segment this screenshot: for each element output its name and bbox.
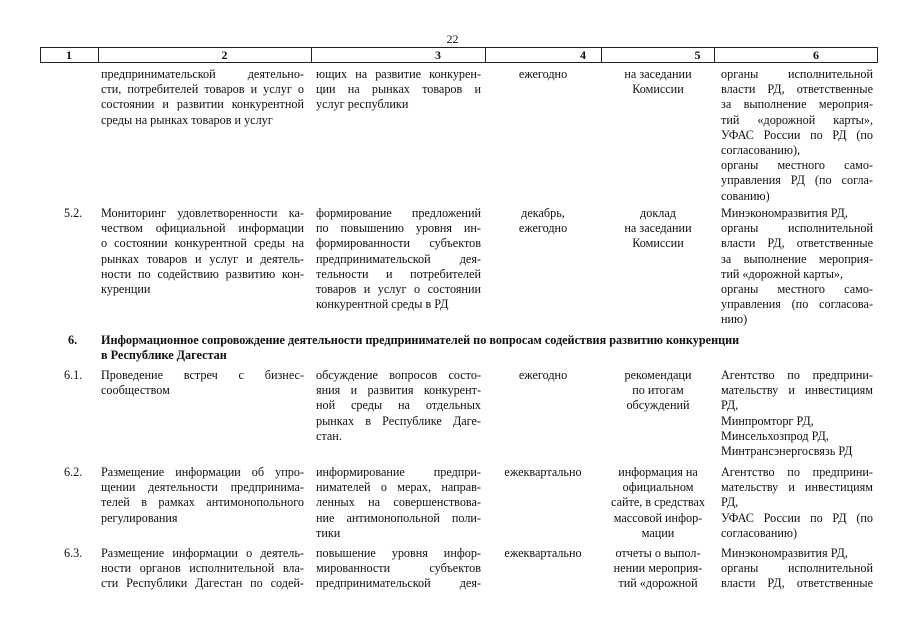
text-line: обсуждение вопросов состо-: [316, 368, 481, 382]
text-line: отчеты о выпол-: [615, 546, 701, 560]
text-line: власти РД, ответственные: [721, 576, 873, 591]
row-number: 5.2.: [64, 206, 83, 220]
text-line: власти РД, ответственные: [721, 236, 873, 251]
header-divider: [601, 47, 602, 63]
header-col-4: 4: [580, 48, 586, 62]
text-line: в Республике Дагестан: [101, 348, 227, 363]
row-report-form: [605, 546, 711, 592]
text-line: согласованию): [721, 525, 798, 540]
text-line: Минэкономразвития РД,: [721, 206, 848, 220]
text-line: тий «дорожной карты»,: [721, 266, 844, 281]
row-report-form: [605, 206, 711, 252]
text-line: нию): [721, 312, 748, 327]
row-responsible: [721, 546, 873, 592]
text-line: официальном: [622, 480, 694, 495]
text-line: по итогам: [632, 383, 684, 398]
text-line: среды на рынках товаров и услуг: [101, 112, 273, 127]
text-line: яния и развития конкурент-: [316, 383, 481, 398]
row-deadline: [489, 67, 597, 82]
text-line: состоянии и развитии конкурентной: [101, 97, 304, 112]
text-line: тельности и потребителей: [316, 266, 481, 281]
text-line: Минсельхозпрод РД,: [721, 428, 829, 443]
text-line: органы местного само-: [721, 282, 873, 297]
text-line: ежегодно: [518, 67, 568, 81]
row-description: [101, 206, 304, 297]
text-line: Агентство по предприни-: [721, 465, 873, 479]
text-line: ежеквартально: [504, 465, 582, 479]
text-line: предпринимательской деятельно-: [101, 67, 304, 81]
text-line: Размещение информации о деятель-: [101, 546, 304, 560]
row-responsible: [721, 206, 873, 328]
text-line: доклад: [640, 206, 676, 220]
text-line: Мониторинг удовлетворенности ка-: [101, 206, 304, 220]
text-line: рекомендаци: [624, 368, 692, 382]
text-line: за выполнение мероприя-: [721, 97, 873, 112]
text-line: конкурентной среды в РД: [316, 297, 449, 312]
text-line: ности органов исполнительной вла-: [101, 561, 304, 576]
text-line: сообществом: [101, 383, 170, 398]
header-col-1: 1: [66, 48, 72, 62]
text-line: органы исполнительной: [721, 221, 873, 236]
text-line: Комиссии: [632, 236, 684, 251]
table-header: [40, 47, 878, 63]
text-line: предпринимательской дея-: [316, 251, 481, 266]
text-line: ежегодно: [518, 221, 568, 236]
row-report-form: [605, 465, 711, 541]
text-line: Минтрансэнергосвязь РД: [721, 444, 853, 459]
text-line: Проведение встреч с бизнес-: [101, 368, 304, 382]
text-line: Агентство по предприни-: [721, 368, 873, 382]
text-line: органы местного само-: [721, 158, 873, 173]
text-line: товаров и услуг о состоянии: [316, 282, 481, 297]
header-divider: [485, 47, 486, 63]
text-line: на заседании: [624, 67, 692, 81]
text-line: телей в рамках антимонопольного: [101, 495, 304, 510]
text-line: рынках в Республике Даге-: [316, 413, 481, 428]
text-line: сти, потребителей товаров и услуг о: [101, 82, 304, 97]
row-report-form: [605, 67, 711, 97]
text-line: ежегодно: [518, 368, 568, 382]
row-deadline: [489, 465, 597, 480]
text-line: ности по содействию развитию кон-: [101, 266, 304, 281]
text-line: ленных на совершенствова-: [316, 495, 481, 510]
row-deadline: [489, 368, 597, 383]
row-responsible: [721, 465, 873, 541]
header-col-2: 2: [221, 48, 228, 62]
row-number: 6.2.: [64, 465, 83, 479]
text-line: предпринимательской дея-: [316, 576, 481, 591]
header-divider: [311, 47, 312, 63]
header-col-5: 5: [694, 48, 701, 62]
row-deadline: [489, 546, 597, 561]
text-line: нении мероприя-: [613, 561, 703, 576]
text-line: ежеквартально: [504, 546, 582, 560]
text-line: согласованию),: [721, 143, 801, 158]
header-divider: [714, 47, 715, 63]
text-line: за выполнение мероприя-: [721, 251, 873, 266]
row-number: 6.3.: [64, 546, 83, 560]
row-report-form: [605, 368, 711, 414]
text-line: сованию): [721, 188, 770, 203]
section-number: 6.: [68, 333, 78, 347]
text-line: на заседании: [624, 221, 692, 236]
text-line: регулирования: [101, 510, 178, 525]
text-line: органы исполнительной: [721, 561, 873, 576]
text-line: повышение уровня инфор-: [316, 546, 481, 560]
header-col-6: 6: [813, 48, 819, 62]
row-result: [316, 546, 481, 592]
row-result: [316, 368, 481, 444]
text-line: декабрь,: [521, 206, 565, 220]
text-line: тий «дорожной: [618, 576, 698, 591]
text-line: по повышению уровня ин-: [316, 221, 481, 236]
row-number: 6.1.: [64, 368, 83, 382]
text-line: рынках товаров и услуг и деятель-: [101, 251, 304, 266]
header-divider: [98, 47, 99, 63]
header-divider: [877, 47, 878, 63]
text-line: информирование предпри-: [316, 465, 481, 479]
text-line: РД,: [721, 495, 739, 510]
row-result: [316, 206, 481, 312]
text-line: мации: [641, 525, 675, 540]
text-line: ции на рынках товаров и: [316, 82, 481, 97]
row-responsible: [721, 368, 873, 459]
header-col-3: 3: [435, 48, 441, 62]
row-description: [101, 368, 304, 398]
text-line: мированности субъектов: [316, 561, 481, 576]
text-line: УФАС России по РД (по: [721, 127, 873, 142]
text-line: чеством официальной информации: [101, 221, 304, 236]
text-line: ние антимонопольной поли-: [316, 510, 481, 525]
text-line: обсуждений: [626, 398, 690, 413]
text-line: ющих на развитие конкурен-: [316, 67, 481, 81]
text-line: информация на: [618, 465, 698, 479]
row-description: [101, 67, 304, 128]
text-line: формированности субъектов: [316, 236, 481, 251]
text-line: массовой инфор-: [613, 510, 703, 525]
text-line: управления (по согласова-: [721, 297, 873, 312]
text-line: Минэкономразвития РД,: [721, 546, 848, 560]
text-line: куренции: [101, 282, 151, 297]
text-line: о состоянии конкурентной среды на: [101, 236, 304, 251]
page-number: 22: [446, 32, 459, 46]
text-line: стан.: [316, 428, 342, 443]
text-line: Информационное сопровождение деятельности предпринимателей по вопросам содействия развитию конкуренции: [101, 333, 740, 347]
text-line: власти РД, ответственные: [721, 82, 873, 97]
text-line: органы исполнительной: [721, 67, 873, 81]
text-line: Комиссии: [632, 82, 684, 97]
row-result: [316, 67, 481, 113]
text-line: сайте, в средствах: [611, 495, 705, 510]
text-line: сти Республики Дагестан по содей-: [101, 576, 304, 591]
text-line: Размещение информации об упро-: [101, 465, 304, 479]
row-result: [316, 465, 481, 541]
text-line: мательству и инвестициям: [721, 383, 873, 398]
row-description: [101, 546, 304, 592]
section-title: [101, 333, 871, 363]
text-line: нимателей о мерах, направ-: [316, 480, 481, 495]
text-line: формирование предложений: [316, 206, 481, 220]
text-line: тики: [316, 525, 341, 540]
row-description: [101, 465, 304, 526]
text-line: УФАС России по РД (по: [721, 510, 873, 525]
text-line: Минпромторг РД,: [721, 413, 814, 428]
text-line: мательству и инвестициям: [721, 480, 873, 495]
header-divider: [40, 47, 41, 63]
text-line: услуг республики: [316, 97, 409, 112]
row-responsible: [721, 67, 873, 204]
text-line: РД,: [721, 398, 739, 413]
text-line: ной среды на отдельных: [316, 398, 481, 413]
text-line: управления РД (по согла-: [721, 173, 873, 188]
text-line: тий «дорожной карты»,: [721, 112, 873, 127]
text-line: щении деятельности предпринима-: [101, 480, 304, 495]
row-deadline: [489, 206, 597, 236]
